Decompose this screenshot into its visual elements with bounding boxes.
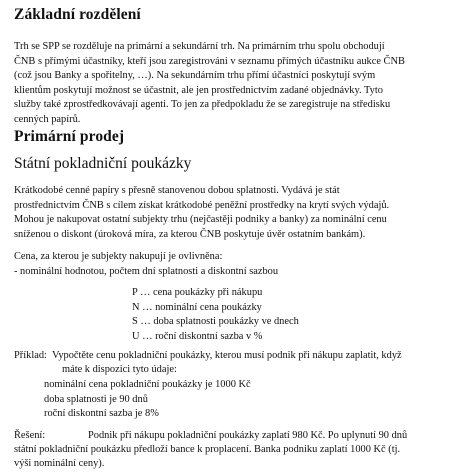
description-line: Krátkodobé cenné papíry s přesně stanovenou dobou splatnosti. Vydává je stát <box>14 185 340 196</box>
heading-basic-division: Základní rozdělení <box>14 6 141 23</box>
example-line: máte k dispozici tyto údaje: <box>62 364 177 375</box>
example-line: Vypočtěte cenu pokladniční poukázky, kterou musí podnik při nákupu zaplatit, když <box>52 350 402 361</box>
intro-line: (což jsou Banky a spořitelny, …). Na sekundárním trhu přímí účastníci poskytují svým <box>14 70 376 82</box>
legend-item: N … nominální cena poukázky <box>132 301 262 313</box>
intro-line: cenných papírů. <box>14 113 81 125</box>
example-value: doba splatnosti je 90 dnů <box>44 393 148 405</box>
intro-line: Trh se SPP se rozděluje na primární a sekundární trh. Na primárním trhu spolu obchodují <box>14 41 385 52</box>
example-value: nominální cena pokladniční poukázky je 1000 Kč <box>44 379 251 390</box>
legend-item: U … roční diskontní sazba v % <box>132 330 263 342</box>
intro-paragraph <box>14 40 405 128</box>
example-label: Příklad: <box>14 350 47 361</box>
description-line: prostřednictvím ČNB s cílem získat krátkodobé peněžní prostředky na krytí svých výdajů. <box>14 199 390 211</box>
solution-line: výši nominální ceny). <box>14 458 105 469</box>
price-factors-line: - nominální hodnotou, počtem dní splatnosti a diskontní sazbou <box>14 265 279 277</box>
heading-primary-sale: Primární prodej <box>14 128 125 145</box>
intro-line: ČNB s přímými účastníky, kteří jsou zaregistrováni v seznamu přímých účastníku aukce ČNB <box>14 55 405 67</box>
description-line: Mohou je nakupovat ostatní subjekty trhu (nejčastěji podniky a banky) za nominální cenu <box>14 214 387 226</box>
legend-item: S … doba splatnosti poukázky ve dnech <box>132 316 299 328</box>
intro-line: klientům poskytují možnost se účastnit, ale jen prostřednictvím zadané objednávky. Tyto <box>14 84 383 96</box>
description-line: sníženou o diskont (úroková míra, za kterou ČNB poskytuje úvěr ostatním bankám). <box>14 228 366 240</box>
description-paragraph <box>14 184 389 242</box>
solution-line: státní pokladniční poukázku předloží bance k proplacení. Banka podniku zaplatí 1000 Kč (tj. <box>14 444 401 455</box>
legend-item: P … cena poukázky při nákupu <box>132 287 263 298</box>
intro-line: služby také zprostředkovávají agenti. To jen za předpokladu že se zaregistruje na středisku <box>14 99 391 111</box>
price-factors-line: Cena, za kterou je subjekty nakupují je ovlivněna: <box>14 251 223 262</box>
solution-label: Řešení: <box>14 430 46 441</box>
solution-line: Podnik při nákupu pokladniční poukázky zaplatí 980 Kč. Po uplynutí 90 dnů <box>88 430 408 441</box>
variable-legend <box>132 286 299 344</box>
heading-treasury-bills: Státní pokladniční poukázky <box>14 155 192 172</box>
example-value: roční diskontní sazba je 8% <box>44 408 159 420</box>
example-values <box>44 378 251 422</box>
price-factors <box>14 250 278 279</box>
